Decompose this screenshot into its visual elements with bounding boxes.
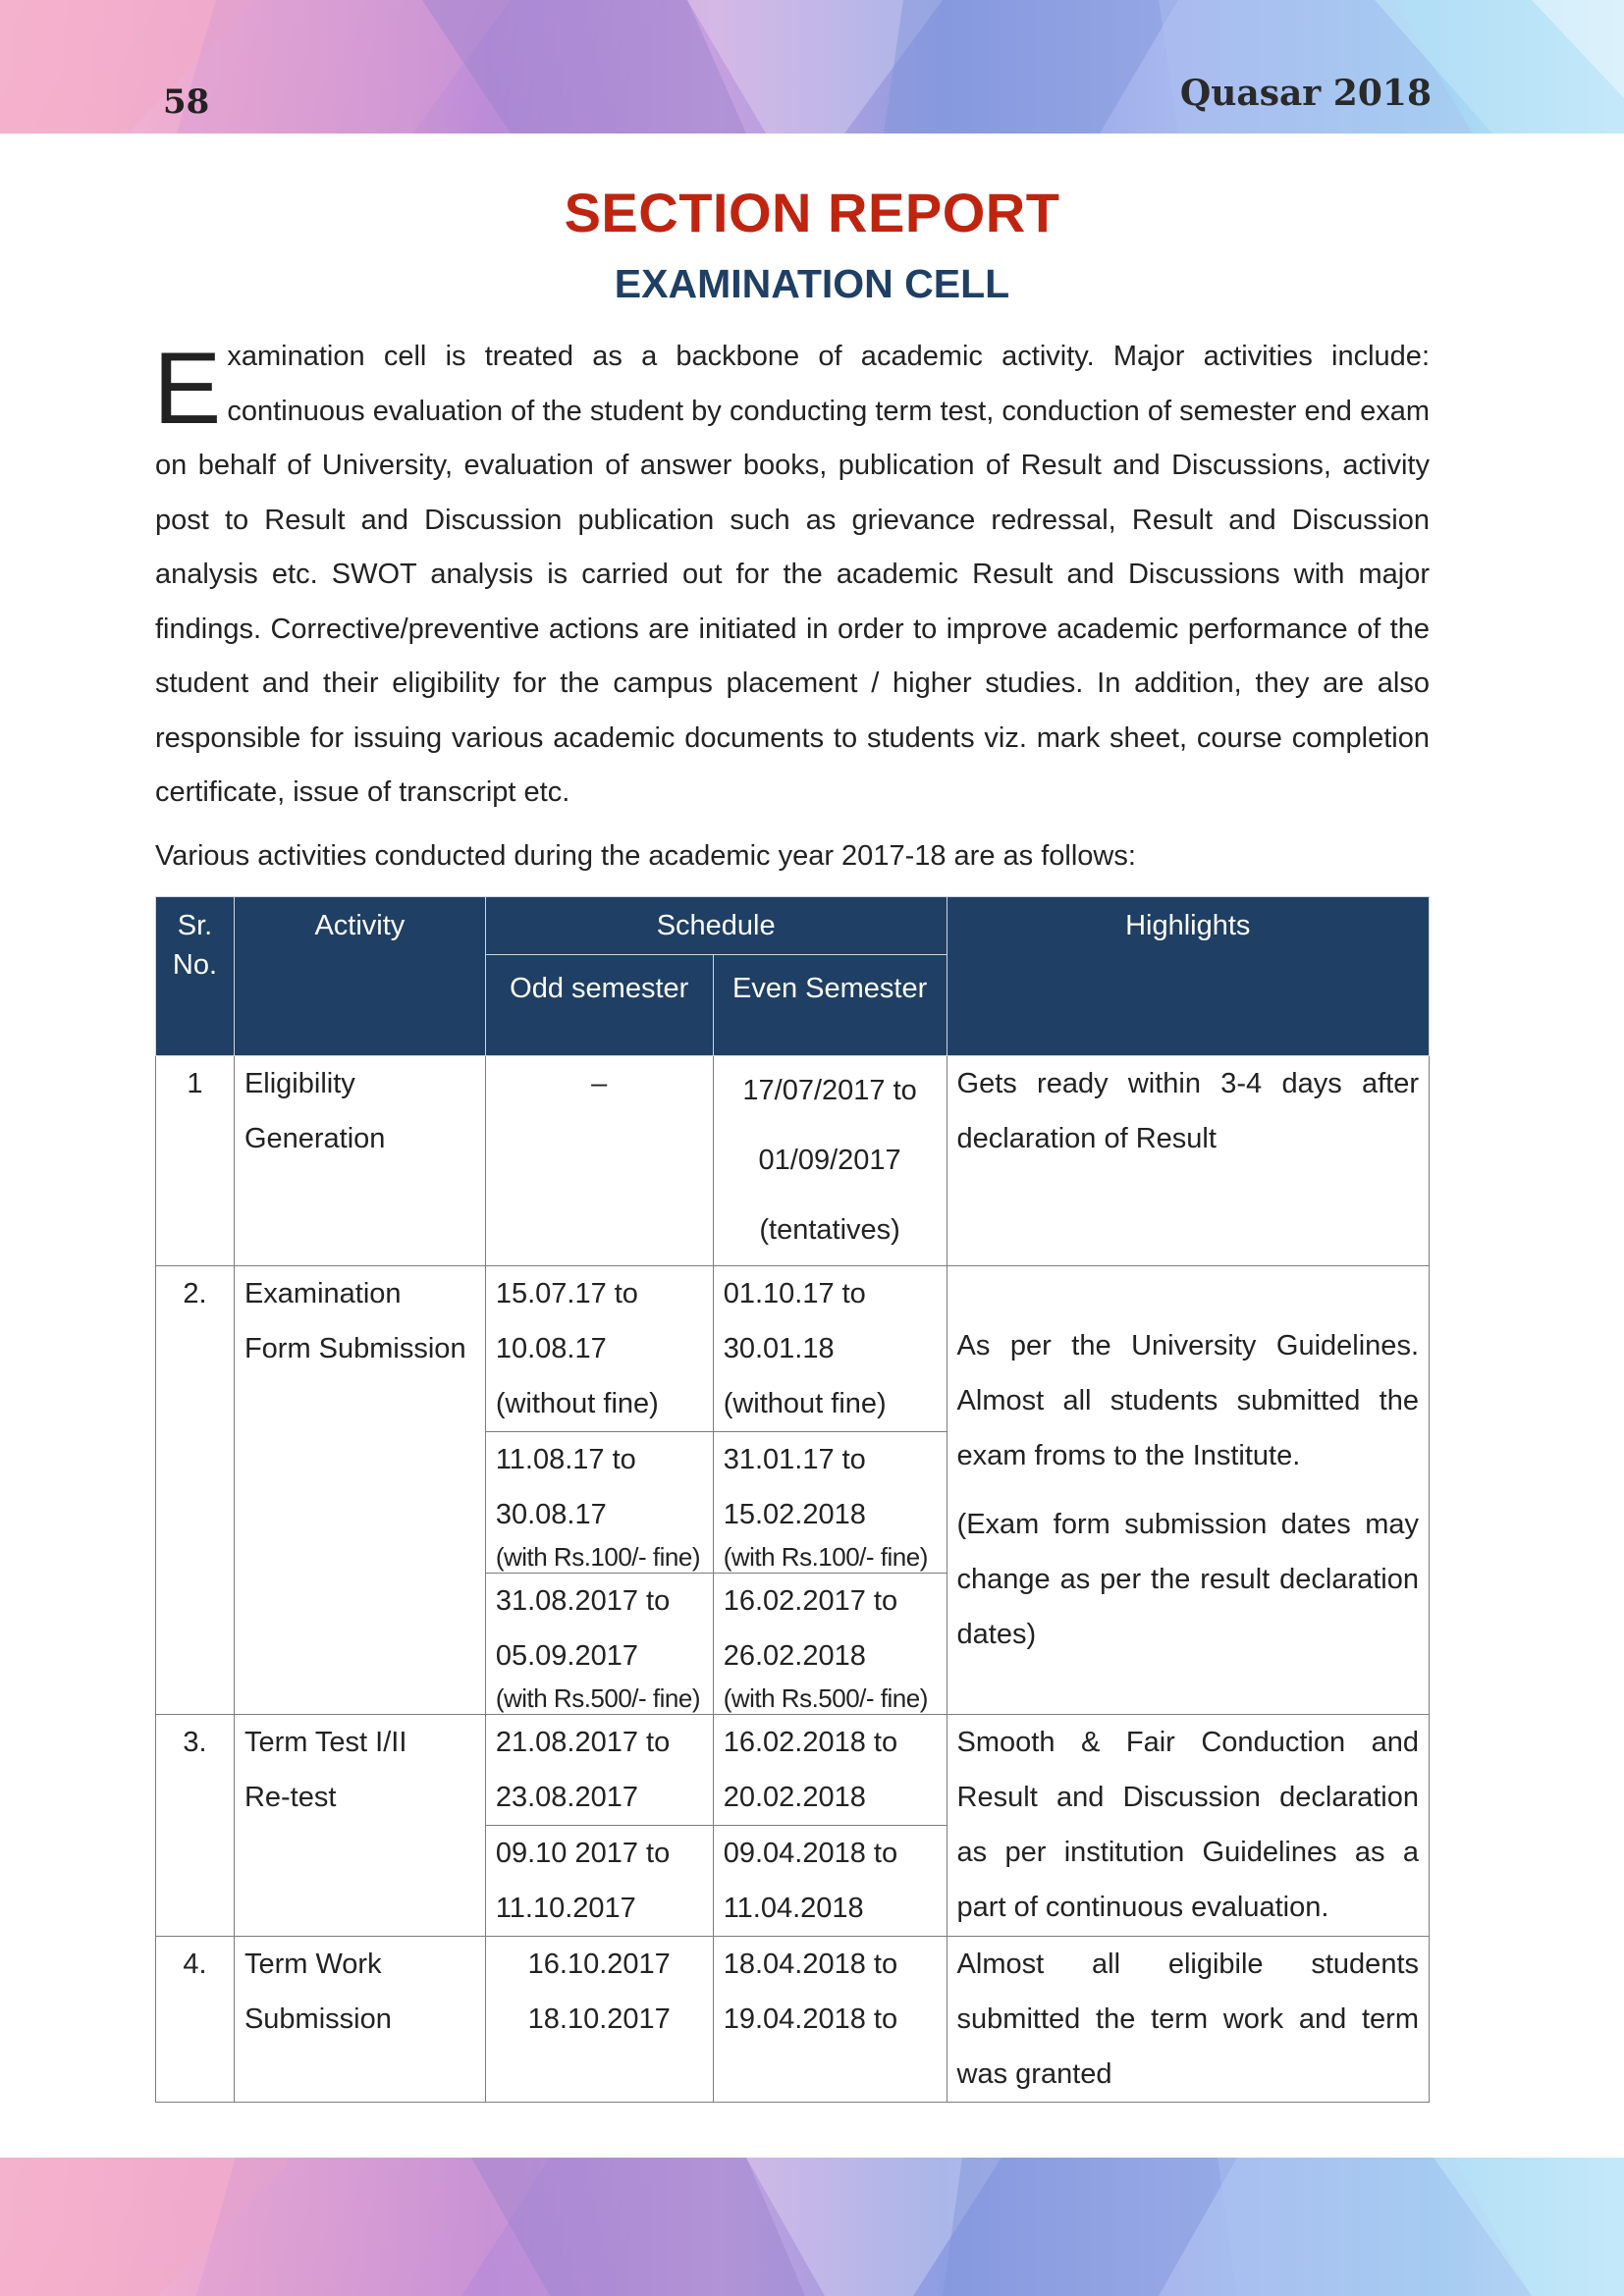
schedule-line: 09.10 2017 to xyxy=(495,1838,671,1869)
schedule-line: 16.02.2017 to xyxy=(723,1585,898,1617)
schedule-line: 26.02.2018 xyxy=(723,1640,866,1672)
footer-banner xyxy=(0,2158,1624,2296)
table-row xyxy=(156,1937,1430,2103)
row-highlight: Gets ready within 3-4 days after declaration of Result xyxy=(947,1056,1429,1266)
schedule-line: 30.08.17 xyxy=(495,1499,607,1530)
row-even-schedule xyxy=(713,1937,947,2103)
header-highlights: Highlights xyxy=(947,897,1429,1056)
row-sr: 3. xyxy=(156,1715,235,1937)
row-even-schedule xyxy=(713,1574,947,1715)
table-header-row xyxy=(156,897,1430,955)
schedule-line: 10.08.17 xyxy=(495,1333,607,1364)
highlight-paragraph: As per the University Guidelines. Almost all students submitted the exam froms to the Institute. xyxy=(956,1330,1419,1471)
row-odd-schedule xyxy=(485,1266,713,1432)
schedule-line: 11.04.2018 xyxy=(723,1893,864,1924)
schedule-fine-note: (with Rs.100/- fine) xyxy=(723,1542,928,1572)
row-highlight: Smooth & Fair Conduction and Result and Discussion declaration as per institution Guidelines as a part of continuous evaluation. xyxy=(947,1715,1429,1937)
header-odd-semester: Odd semester xyxy=(485,955,713,1056)
schedule-line: 16.02.2018 to xyxy=(723,1727,898,1758)
activity-line: Term Test I/II xyxy=(244,1727,407,1758)
schedule-line: 15.07.17 to xyxy=(495,1278,638,1309)
row-odd-schedule: – xyxy=(485,1056,713,1266)
schedule-line: 21.08.2017 to xyxy=(495,1727,671,1758)
drop-cap: E xyxy=(153,332,222,446)
schedule-line: 17/07/2017 to xyxy=(742,1075,917,1106)
row-activity xyxy=(234,1715,485,1937)
schedule-line: 11.10.2017 xyxy=(495,1893,636,1924)
header-activity: Activity xyxy=(234,897,485,1056)
schedule-line: 18.10.2017 xyxy=(527,2003,671,2035)
intro-paragraph xyxy=(155,330,1430,821)
activity-line: Generation xyxy=(244,1123,386,1154)
page-number: 58 xyxy=(163,82,210,122)
row-sr: 4. xyxy=(156,1937,235,2103)
schedule-line: 18.04.2018 to xyxy=(723,1949,898,1980)
schedule-line: 05.09.2017 xyxy=(495,1640,638,1672)
schedule-line: 11.08.17 to xyxy=(495,1444,636,1475)
schedule-line: 01.10.17 to xyxy=(723,1278,866,1309)
row-even-schedule xyxy=(713,1826,947,1937)
activity-line: Form Submission xyxy=(244,1333,466,1364)
row-odd-schedule xyxy=(485,1432,713,1574)
activity-line: Eligibility xyxy=(244,1068,355,1099)
header-banner xyxy=(0,0,1624,133)
row-even-schedule xyxy=(713,1432,947,1574)
row-activity xyxy=(234,1266,485,1715)
row-highlight: Almost all eligibile students submitted the term work and term was granted xyxy=(947,1937,1429,2103)
schedule-fine-note: (with Rs.500/- fine) xyxy=(723,1683,928,1713)
schedule-line: 30.01.18 xyxy=(723,1333,835,1364)
header-sr-line1: Sr. xyxy=(177,910,213,941)
row-odd-schedule xyxy=(485,1826,713,1937)
schedule-line: (without fine) xyxy=(723,1388,887,1419)
schedule-line: 01/09/2017 xyxy=(758,1145,901,1176)
schedule-line: 16.10.2017 xyxy=(527,1949,671,1980)
schedule-line: 20.02.2018 xyxy=(723,1782,866,1813)
schedule-line: (tentatives) xyxy=(759,1214,900,1246)
highlight-note: (Exam form submission dates may change as per the result declaration dates) xyxy=(956,1509,1419,1650)
row-highlight xyxy=(947,1266,1429,1715)
header-sr-line2: No. xyxy=(172,949,218,981)
row-sr: 2. xyxy=(156,1266,235,1715)
row-activity xyxy=(234,1056,485,1266)
row-even-schedule xyxy=(713,1715,947,1826)
header-sr-no xyxy=(156,897,235,1056)
header-schedule: Schedule xyxy=(485,897,947,955)
activities-table xyxy=(155,896,1430,2103)
footer-pattern xyxy=(0,2158,1624,2296)
row-odd-schedule xyxy=(485,1937,713,2103)
journal-title: Quasar 2018 xyxy=(1179,73,1432,114)
row-sr: 1 xyxy=(156,1056,235,1266)
table-lead-text: Various activities conducted during the academic year 2017-18 are as follows: xyxy=(155,840,1136,872)
table-row xyxy=(156,1715,1430,1826)
intro-text: xamination cell is treated as a backbone of academic activity. Major activities include: continuous evaluation of the student by conducting term test, conduction of semester end exam on behalf of University, evaluation of answer books, publication of Result and Discussions, activity post to Result and Discussion publication such as grievance redressal, Result and Discussion analysis etc. SWOT analysis is carried out for the academic Result and Discussions with major findings. Corrective/preventive actions are initiated in order to improve academic performance of the student and their eligibility for the campus placement / higher studies. In addition, they are also responsible for issuing various academic documents to students viz. mark sheet, course completion certificate, issue of transcript etc. xyxy=(155,341,1430,808)
row-odd-schedule xyxy=(485,1574,713,1715)
schedule-line: 09.04.2018 to xyxy=(723,1838,898,1869)
activity-line: Submission xyxy=(244,2003,392,2035)
schedule-line: 15.02.2018 xyxy=(723,1499,866,1530)
header-even-semester: Even Semester xyxy=(713,955,947,1056)
section-title: SECTION REPORT xyxy=(564,182,1060,243)
schedule-line: 19.04.2018 to xyxy=(723,2003,898,2035)
activity-line: Term Work xyxy=(244,1949,382,1980)
activity-line: Examination xyxy=(244,1278,402,1309)
row-odd-schedule xyxy=(485,1715,713,1826)
activity-line: Re-test xyxy=(244,1782,337,1813)
schedule-line: 31.08.2017 to xyxy=(495,1585,671,1617)
row-even-schedule xyxy=(713,1266,947,1432)
schedule-fine-note: (with Rs.100/- fine) xyxy=(495,1542,700,1572)
schedule-line: 31.01.17 to xyxy=(723,1444,866,1475)
row-even-schedule xyxy=(713,1056,947,1266)
table-row xyxy=(156,1266,1430,1432)
sub-title: EXAMINATION CELL xyxy=(614,261,1010,306)
row-activity xyxy=(234,1937,485,2103)
schedule-line: (without fine) xyxy=(495,1388,659,1419)
table-row xyxy=(156,1056,1430,1266)
schedule-fine-note: (with Rs.500/- fine) xyxy=(495,1683,700,1713)
schedule-line: 23.08.2017 xyxy=(495,1782,638,1813)
